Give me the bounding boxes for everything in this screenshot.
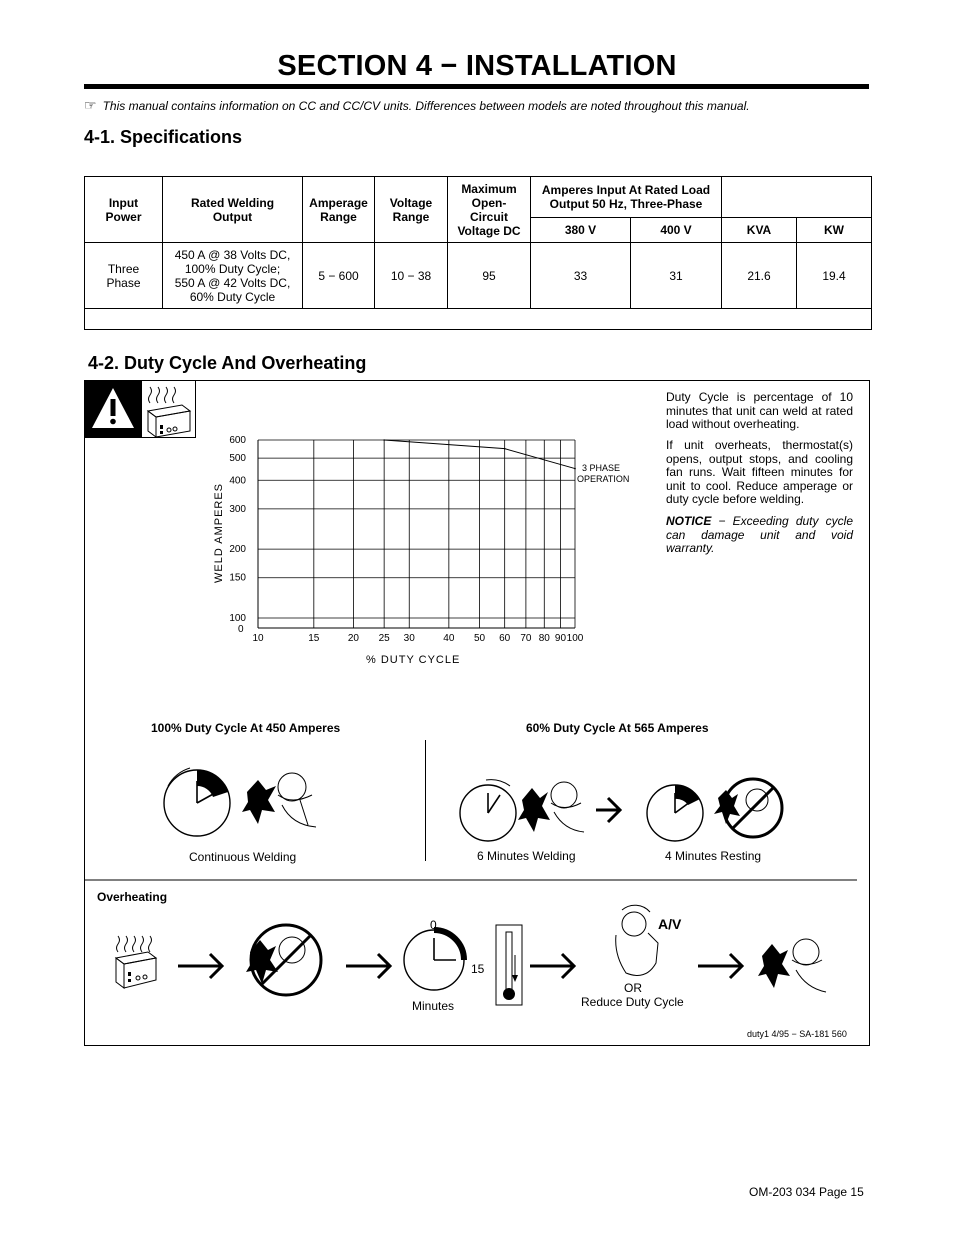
timer-zero-label: 0 <box>430 918 437 932</box>
x-tick-label: 60 <box>499 633 511 644</box>
figure-reference: duty1 4/95 − SA-181 560 <box>747 1029 847 1039</box>
x-tick-label: 30 <box>403 633 415 644</box>
duty-heading: 4-2. Duty Cycle And Overheating <box>88 353 367 373</box>
caption-60-duty: 60% Duty Cycle At 565 Amperes <box>526 721 709 735</box>
chart-ylabel: WELD AMPERES <box>213 482 225 583</box>
cell-kva: 21.6 <box>722 243 797 309</box>
y-zero-label: 0 <box>238 624 244 635</box>
x-tick-label: 50 <box>474 633 486 644</box>
series-point <box>383 439 385 441</box>
header-amperes-input: Amperes Input At Rated Load Output 50 Hz, Three-Phase <box>531 177 722 218</box>
x-tick-label: 10 <box>252 633 264 644</box>
cell-kw: 19.4 <box>797 243 872 309</box>
header-380v: 380 V <box>531 218 631 243</box>
minutes-label: Minutes <box>412 999 455 1013</box>
chart-ticks <box>229 435 583 644</box>
y-tick-label: 500 <box>229 453 246 465</box>
y-tick-label: 100 <box>229 613 246 624</box>
x-tick-label: 20 <box>347 633 359 644</box>
x-tick-label: 40 <box>443 633 455 644</box>
cell-400v: 31 <box>631 243 722 309</box>
header-kva: KVA <box>722 218 797 243</box>
illustration-divider <box>425 740 426 861</box>
overheating-label: Overheating <box>97 890 168 904</box>
x-tick-label: 90 <box>554 633 567 644</box>
cell-rated-output: 450 A @ 38 Volts DC, 100% Duty Cycle; 550 A @ 42 Volts DC, 60% Duty Cycle <box>163 243 303 309</box>
av-label: A/V <box>658 916 682 932</box>
series-annotation-line2: OPERATION <box>577 474 630 484</box>
x-tick-label: 25 <box>378 633 390 644</box>
y-tick-label: 600 <box>229 435 246 446</box>
header-kw: KW <box>797 218 872 243</box>
four-minutes-label: 4 Minutes Resting <box>665 849 762 863</box>
duty-cycle-definition: Duty Cycle is percentage of 10 minutes that unit can weld at rated load without overheating. <box>666 390 853 431</box>
cell-amp-range: 5 − 600 <box>303 243 375 309</box>
cell-380v: 33 <box>531 243 631 309</box>
cell-volt-range: 10 − 38 <box>375 243 448 309</box>
pointing-hand-icon: ☞ <box>84 97 97 113</box>
chart-xlabel: % DUTY CYCLE <box>366 654 461 666</box>
x-tick-label: 80 <box>538 633 550 644</box>
continuous-welding-label: Continuous Welding <box>189 850 297 864</box>
or-label: OR <box>624 981 642 995</box>
notice-label: NOTICE <box>666 514 712 528</box>
header-ocv: Maximum Open- Circuit Voltage DC <box>448 177 531 243</box>
reduce-duty-label: Reduce Duty Cycle <box>581 995 684 1009</box>
header-rated-output: Rated Welding Output <box>163 177 303 243</box>
header-input-power: Input Power <box>85 177 163 243</box>
header-amperage-range: Amperage Range <box>303 177 375 243</box>
cell-input-power: Three Phase <box>85 243 163 309</box>
chart-grid <box>258 440 575 628</box>
header-voltage-range: Voltage Range <box>375 177 448 243</box>
cell-ocv: 95 <box>448 243 531 309</box>
six-minutes-label: 6 Minutes Welding <box>477 849 576 863</box>
series-point <box>504 448 506 450</box>
notice-text: − Exceeding duty cycle can damage unit and void warranty. <box>666 514 853 555</box>
y-tick-label: 300 <box>229 503 246 515</box>
x-tick-label: 15 <box>308 633 320 644</box>
timer-fifteen-label: 15 <box>471 962 485 976</box>
x-tick-label: 70 <box>520 633 532 644</box>
y-tick-label: 150 <box>229 572 246 584</box>
page-footer: OM-203 034 Page 15 <box>749 1185 864 1199</box>
y-tick-label: 400 <box>229 475 246 487</box>
spec-heading: 4-1. Specifications <box>84 127 243 147</box>
section-title: SECTION 4 − INSTALLATION <box>277 50 677 82</box>
note-text: This manual contains information on CC and CC/CV units. Differences between models are noted throughout this manual. <box>102 99 750 113</box>
y-tick-label: 200 <box>229 544 246 556</box>
overheat-explanation: If unit overheats, thermostat(s) opens, output stops, and cooling fan runs. Wait fifteen minutes for unit to cool. Reduce amperage or duty cycle before welding. <box>666 438 853 506</box>
caption-100-duty: 100% Duty Cycle At 450 Amperes <box>151 721 341 735</box>
header-400v: 400 V <box>631 218 722 243</box>
series-point <box>574 468 576 470</box>
series-annotation-line1: 3 PHASE <box>582 463 621 473</box>
x-tick-label: 100 <box>566 633 584 644</box>
